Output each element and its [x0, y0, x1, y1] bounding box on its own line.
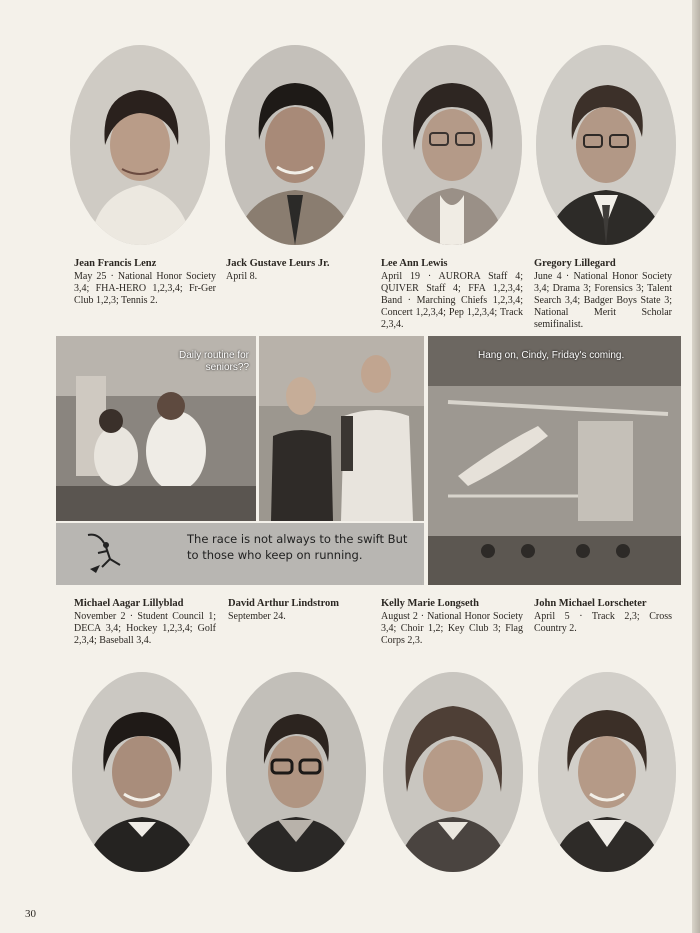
student-name: John Michael Lorscheter	[534, 598, 647, 609]
student-name: Kelly Marie Longseth	[381, 598, 479, 609]
photo-two-students	[259, 336, 424, 521]
bio-john-lorscheter	[534, 598, 672, 635]
bio-gregory-lillegard	[534, 258, 672, 331]
page-number: 30	[25, 908, 36, 920]
caption-hang-on-cindy: Hang on, Cindy, Friday's coming.	[478, 350, 625, 361]
bio-david-lindstrom	[228, 598, 370, 623]
portrait-john-lorscheter	[538, 672, 676, 872]
bio-michael-lillyblad	[74, 598, 216, 647]
photo-classroom-makeup	[56, 336, 256, 521]
caption-daily-routine: Daily routine for seniors??	[178, 350, 249, 373]
runner-icon	[80, 529, 128, 577]
student-details: April 19 · AURORA Staff 4; QUIVER Staff 4; FFA 1,2,3,4; Band · Marching Chiefs 1,2,3,4; Concert 1,2,3,4; Pep 1,2,3,4; Track 2,3,4.	[381, 271, 523, 330]
portrait-gregory-lillegard	[536, 45, 676, 245]
portrait-david-lindstrom	[226, 672, 366, 872]
student-details: August 2 · National Honor Society 3,4; Choir 1,2; Key Club 3; Flag Corps 2,3.	[381, 611, 523, 646]
student-name: Jack Gustave Leurs Jr.	[226, 258, 330, 269]
bio-kelly-longseth	[381, 598, 523, 647]
portrait-michael-lillyblad	[72, 672, 212, 872]
student-details: June 4 · National Honor Society 3,4; Drama 3; Forensics 3; Talent Search 3,4; Badger Boys State 3; National Merit Scholar semifinalist.	[534, 271, 672, 330]
student-name: Michael Aagar Lillyblad	[74, 598, 184, 609]
bio-lee-ann-lewis	[381, 258, 523, 331]
portrait-jean-lenz	[70, 45, 210, 245]
bio-jack-leurs	[226, 258, 368, 283]
page-edge	[692, 0, 700, 933]
portrait-kelly-longseth	[383, 672, 523, 872]
student-details: September 24.	[228, 611, 286, 622]
photo-collage	[56, 336, 681, 585]
student-details: May 25 · National Honor Society 3,4; FHA-HERO 1,2,3,4; Fr-Ger Club 1,2,3; Tennis 2.	[74, 271, 216, 306]
quote-box	[56, 523, 424, 585]
quote-text: The race is not always to the swift But to those who keep on running.	[187, 532, 408, 562]
student-details: April 5 · Track 2,3; Cross Country 2.	[534, 611, 672, 634]
student-name: Gregory Lillegard	[534, 258, 616, 269]
student-details: November 2 · Student Council 1; DECA 3,4; Hockey 1,2,3,4; Golf 2,3,4; Baseball 3,4.	[74, 611, 216, 646]
bio-jean-lenz	[74, 258, 216, 307]
portrait-jack-leurs	[225, 45, 365, 245]
student-name: David Arthur Lindstrom	[228, 598, 340, 609]
student-name: Lee Ann Lewis	[381, 258, 448, 269]
student-name: Jean Francis Lenz	[74, 258, 157, 269]
student-details: April 8.	[226, 271, 258, 282]
portrait-lee-ann-lewis	[382, 45, 522, 245]
photo-gymnastics	[428, 336, 681, 585]
